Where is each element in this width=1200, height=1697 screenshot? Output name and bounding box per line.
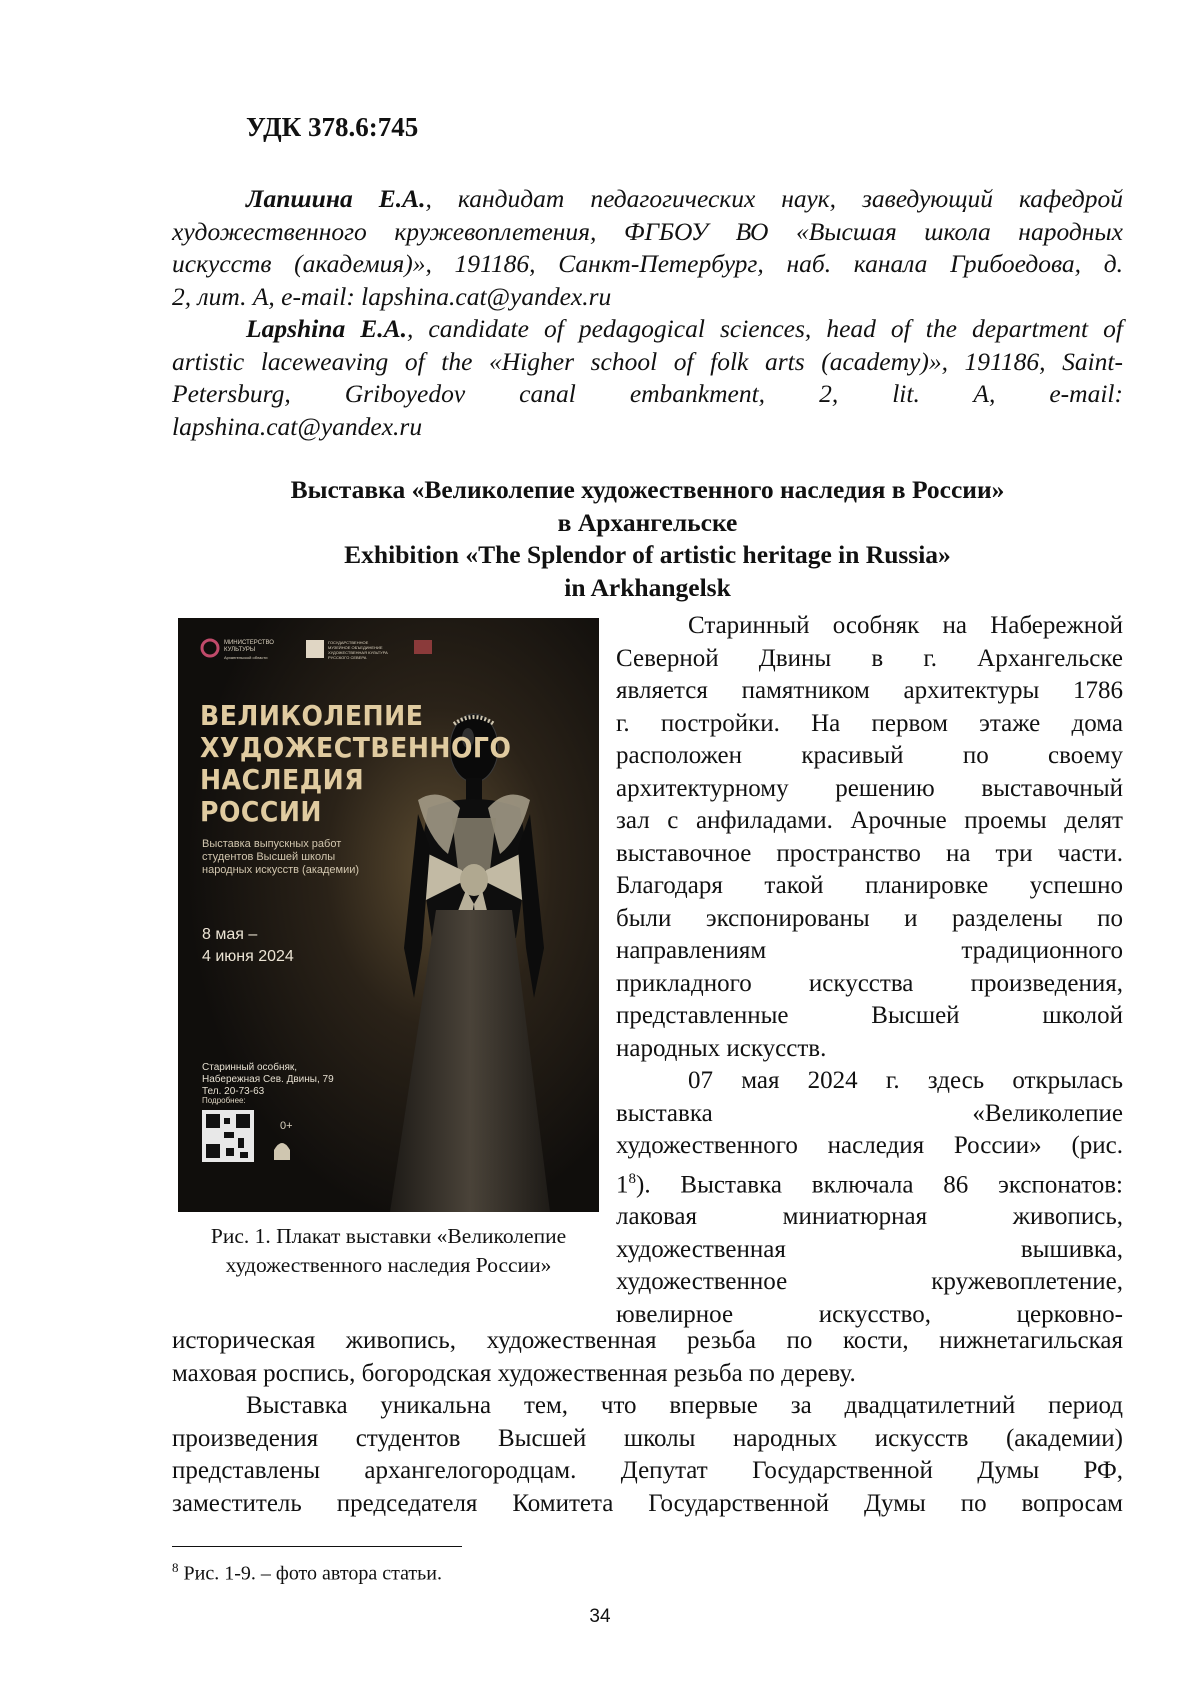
author-en-line: , candidate of pedagogical sciences, head of the department of [407, 314, 1123, 343]
poster-address-line: Набережная Сев. Двины, 79 [202, 1074, 334, 1085]
footnote-ref[interactable]: 8 [628, 1170, 636, 1187]
text-fragment: ). Выставка включала 86 экспонатов: [636, 1170, 1123, 1198]
poster-subtitle-line: Выставка выпускных работ [202, 838, 342, 850]
poster-logo-ministry [224, 640, 274, 661]
title-ru-line: в Архангельске [557, 507, 738, 537]
article-title [172, 474, 1123, 604]
poster-title-line: РОССИИ [200, 795, 322, 828]
poster-logo-line: МУЗЕЙНОЕ ОБЪЕДИНЕНИЕ [328, 645, 383, 650]
paragraph-2 [616, 1065, 1123, 1331]
text-line: представленные Высшей школой [616, 1002, 1123, 1029]
text-line: художественное кружевоплетение, [616, 1268, 1123, 1296]
paragraph-1 [616, 610, 1123, 1065]
poster-more-label: Подробнее: [202, 1096, 246, 1105]
text-line: прикладного искусства произведения, [616, 969, 1123, 997]
title-en-line: in Arkhangelsk [564, 572, 731, 602]
title-ru-line: Выставка «Великолепие художественного наследия в России» [290, 475, 1005, 504]
author-en-line: lapshina.cat@yandex.ru [172, 411, 423, 441]
paragraph-2-continued [172, 1325, 1123, 1390]
text-line: были экспонированы и разделены по [616, 904, 1123, 932]
author-name-en: Lapshina E.A. [246, 314, 407, 343]
poster-subtitle-line: народных искусств (академии) [202, 864, 360, 876]
text-line: маховая роспись, богородская художественная резьба по дереву. [172, 1359, 856, 1387]
text-line: зал с анфиладами. Арочные проемы делят [616, 807, 1123, 834]
text-line: художественная вышивка, [616, 1235, 1123, 1263]
author-ru-line: 2, лит. А, e-mail: lapshina.cat@yandex.ru [172, 281, 612, 311]
poster-title-line: НАСЛЕДИЯ [200, 763, 365, 796]
paragraph-3 [172, 1390, 1123, 1520]
page-number: 34 [589, 1606, 611, 1627]
text-line: выставочное пространство на три части. [616, 839, 1123, 867]
text-line-with-footnote [616, 1163, 1123, 1202]
poster-address-line: Старинный особняк, [202, 1062, 298, 1073]
text-line: расположен красивый по своему [616, 742, 1123, 769]
footnote [172, 1560, 442, 1586]
text-line: является памятником архитектуры 1786 [616, 677, 1123, 704]
text-line: Выставка уникальна тем, что впервые за двадцатилетний период [246, 1392, 1123, 1419]
poster-address-line: Тел. 20-73-63 [202, 1086, 265, 1097]
text-line: произведения студентов Высшей школы народных искусств (академии) [172, 1424, 1123, 1452]
poster-logo-line: ГОСУДАРСТВЕННОЕ [328, 640, 369, 645]
text-line: 07 мая 2024 г. здесь открылась [688, 1067, 1123, 1094]
author-en-line: artistic laceweaving of the «Higher school of folk arts (academy)», 191186, Saint- [172, 346, 1123, 376]
poster-age-rating: 0+ [280, 1120, 293, 1132]
text-line: лаковая миниатюрная живопись, [616, 1203, 1123, 1231]
footnote-text: Рис. 1-9. – фото автора статьи. [178, 1562, 442, 1585]
poster-title-line: ХУДОЖЕСТВЕННОГО [200, 731, 512, 764]
figure-caption [178, 1222, 599, 1280]
text-line: г. постройки. На первом этаже дома [616, 709, 1123, 737]
text-line: Северной Двины в г. Архангельске [616, 644, 1123, 672]
author-ru-line: , кандидат педагогических наук, заведующий кафедрой [425, 184, 1123, 213]
udk-code: УДК 378.6:745 [246, 112, 419, 142]
poster-subtitle [202, 838, 359, 877]
author-ru-line: искусств (академия)», 191186, Санкт-Петербург, наб. канала Грибоедова, д. [172, 249, 1123, 278]
text-line: Благодаря такой планировке успешно [616, 872, 1123, 899]
poster-address [202, 1062, 334, 1098]
poster-date-line: 4 июня 2024 [202, 948, 294, 965]
author-ru-line: художественного кружевоплетения, ФГБОУ ВО «Высшая школа народных [172, 216, 1123, 246]
title-en-line: Exhibition «The Splendor of artistic heritage in Russia» [344, 540, 951, 569]
text-line: народных искусств. [616, 1034, 827, 1062]
text-line: заместитель председателя Комитета Государственной Думы по вопросам [172, 1489, 1123, 1517]
caption-line: Рис. 1. Плакат выставки «Великолепие [210, 1224, 567, 1248]
author-info-ru [172, 183, 1123, 313]
author-name-ru: Лапшина Е.А. [246, 184, 426, 213]
text-line: ювелирное искусство, церковно- [616, 1300, 1123, 1328]
poster-title [200, 700, 511, 828]
poster-logo-line: МИНИСТЕРСТВО [224, 640, 274, 646]
footnote-mark: 8 [172, 1560, 179, 1575]
poster-logo-museum [328, 640, 388, 660]
poster-dates [202, 924, 294, 968]
text-line: выставка «Великолепие [616, 1099, 1123, 1127]
text-line: представлены архангелогородцам. Депутат Государственной Думы РФ, [172, 1457, 1123, 1484]
caption-line: художественного наследия России» [225, 1253, 552, 1277]
exhibition-poster [178, 618, 599, 1212]
poster-logo-line: Архангельской области [224, 655, 268, 660]
poster-logo-line: КУЛЬТУРЫ [224, 647, 256, 653]
poster-logo-line: РУССКОГО СЕВЕРА [328, 655, 367, 660]
poster-date-line: 8 мая – [202, 926, 258, 943]
text-line: направлениям традиционного [616, 937, 1123, 964]
footnote-separator [172, 1546, 462, 1547]
text-line: историческая живопись, художественная резьба по кости, нижнетагильская [172, 1327, 1123, 1354]
text-line: художественного наследия России» (рис. [616, 1132, 1123, 1159]
text-line: Старинный особняк на Набережной [688, 612, 1123, 639]
poster-logo-line: ХУДОЖЕСТВЕННАЯ КУЛЬТУРА [328, 650, 388, 655]
poster-subtitle-line: студентов Высшей школы [202, 851, 336, 863]
author-en-line: Petersburg, Griboyedov canal embankment, 2, lit. A, e-mail: [172, 379, 1123, 408]
figure-ref: 1 [616, 1170, 629, 1198]
author-info-en [172, 313, 1123, 443]
poster-title-line: ВЕЛИКОЛЕПИЕ [200, 699, 424, 732]
text-line: архитектурному решению выставочный [616, 774, 1123, 802]
